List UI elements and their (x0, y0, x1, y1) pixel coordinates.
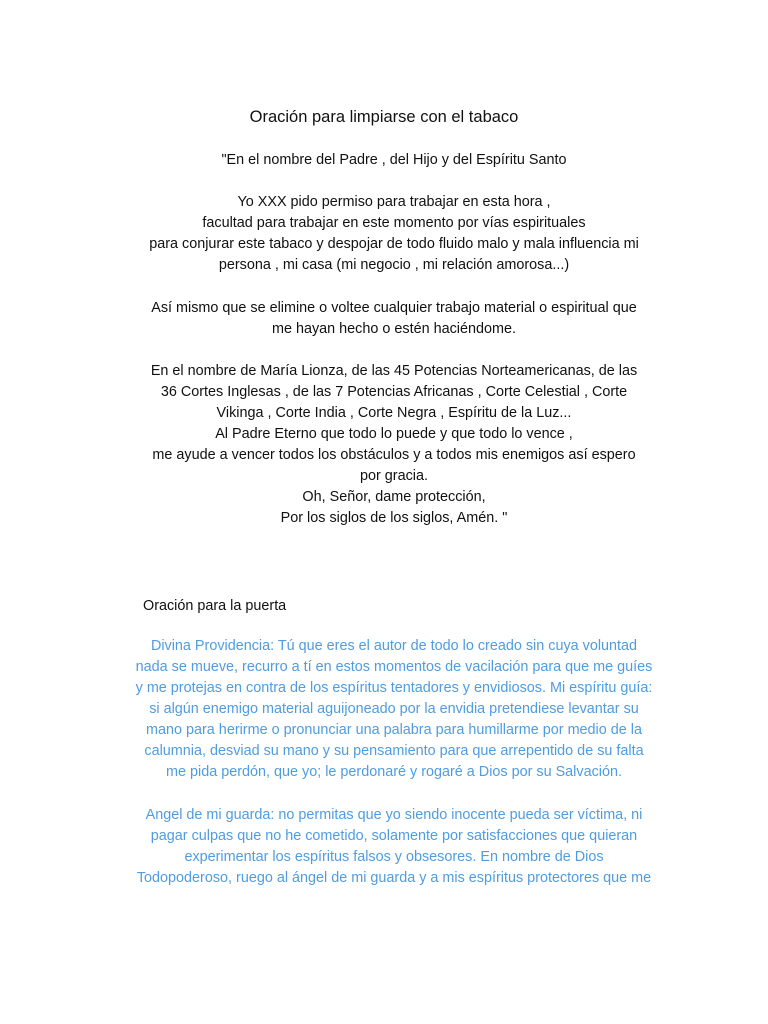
text-line: me pida perdón, que yo; le perdonaré y rogaré a Dios por su Salvación. (166, 764, 622, 780)
text-line: para conjurar este tabaco y despojar de todo fluido malo y mala influencia mi (149, 236, 639, 252)
text-line: nada se mueve, recurro a tí en estos momentos de vacilación para que me guíes (135, 659, 653, 675)
text-line: y me protejas en contra de los espíritus tentadores y envidiosos. Mi espíritu guía: (135, 680, 653, 696)
text-line: facultad para trabajar en este momento por vías espirituales (202, 215, 586, 231)
paragraph-elimination (130, 298, 658, 340)
text-line: Divina Providencia: Tú que eres el autor de todo lo creado sin cuya voluntad (150, 638, 638, 654)
text-line: Oh, Señor, dame protección, (302, 489, 486, 505)
text-line: Por los siglos de los siglos, Amén. " (280, 510, 508, 526)
text-line: si algún enemigo material aguijoneado por la envidia pretendiese levantar su (149, 701, 639, 717)
invocation-text: "En el nombre del Padre , del Hijo y del Espíritu Santo (221, 152, 567, 168)
text-line: mano para herirme o pronunciar una palabra para humillarme por medio de la (146, 722, 642, 738)
text-line: Al Padre Eterno que todo lo puede y que todo lo vence , (215, 426, 573, 442)
invocation-line (130, 150, 658, 171)
text-line: Yo XXX pido permiso para trabajar en esta hora , (237, 194, 551, 210)
text-line: Vikinga , Corte India , Corte Negra , Espíritu de la Luz... (216, 405, 572, 421)
text-line: experimentar los espíritus falsos y obsesores. En nombre de Dios (184, 849, 604, 865)
text-line: por gracia. (360, 468, 428, 484)
text-line: pagar culpas que no he cometido, solamente por satisfacciones que quieran (150, 828, 638, 844)
text-line: calumnia, desviad su mano y su pensamiento para que arrepentido de su falta (144, 743, 644, 759)
text-line: 36 Cortes Inglesas , de las 7 Potencias Africanas , Corte Celestial , Corte (160, 384, 628, 400)
text-line: persona , mi casa (mi negocio , mi relación amorosa...) (218, 257, 570, 273)
section-heading-puerta: Oración para la puerta (143, 598, 287, 614)
text-line: me hayan hecho o estén haciéndome. (271, 321, 516, 337)
text-line: Angel de mi guarda: no permitas que yo siendo inocente pueda ser víctima, ni (145, 807, 643, 823)
text-line: me ayude a vencer todos los obstáculos y a todos mis enemigos así espero (152, 447, 636, 463)
paragraph-invocation-powers (130, 361, 658, 529)
prayer-title: Oración para limpiarse con el tabaco (249, 108, 519, 126)
paragraph-permission (130, 192, 658, 276)
text-line: En el nombre de María Lionza, de las 45 Potencias Norteamericanas, de las (150, 363, 638, 379)
paragraph-angel-guarda (130, 805, 658, 889)
text-line: Todopoderoso, ruego al ángel de mi guarda y a mis espíritus protectores que me (136, 870, 652, 886)
text-line: Así mismo que se elimine o voltee cualquier trabajo material o espiritual que (151, 300, 637, 316)
paragraph-divina-providencia (130, 636, 658, 783)
